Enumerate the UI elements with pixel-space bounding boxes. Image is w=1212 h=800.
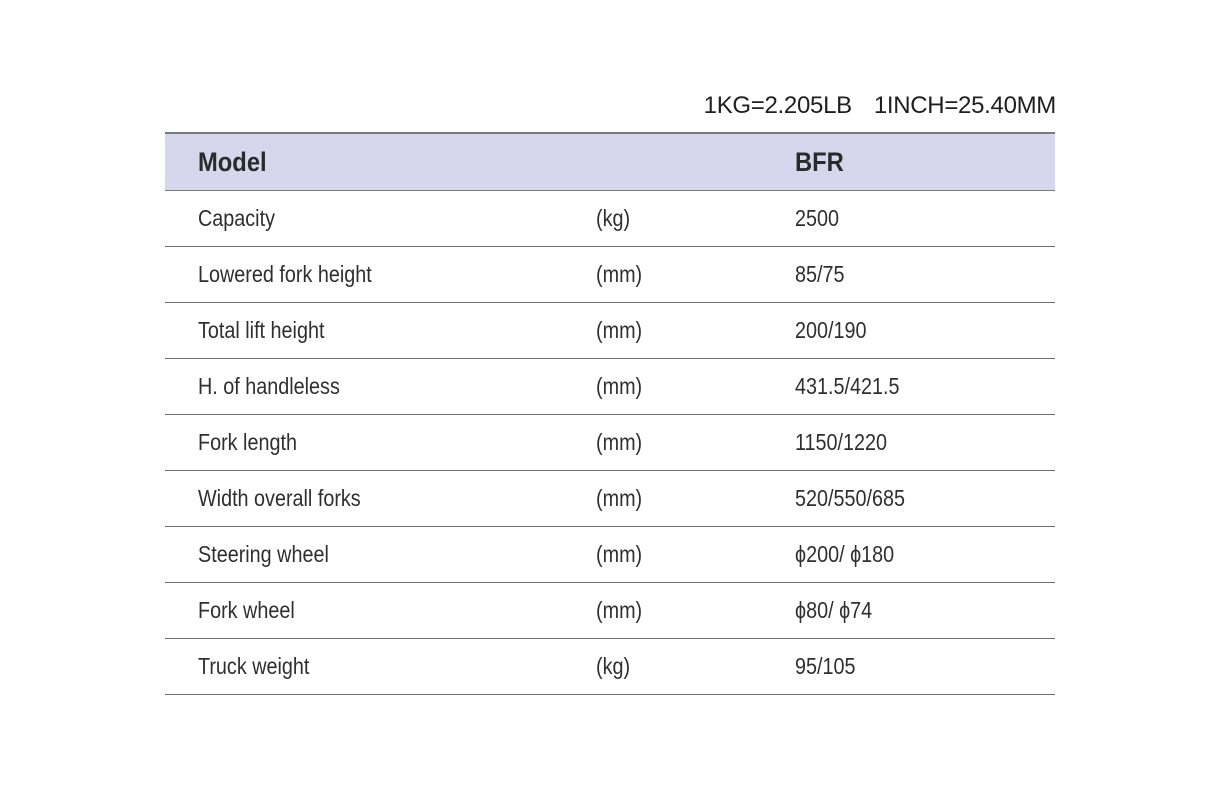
table-header-row (165, 133, 1055, 191)
table-row (165, 471, 1055, 527)
row-label: Truck weight (165, 639, 596, 695)
row-unit: (mm) (596, 359, 795, 415)
row-unit: (mm) (596, 247, 795, 303)
model-header-label: Model (165, 133, 596, 191)
row-label: Steering wheel (165, 527, 596, 583)
table-row (165, 415, 1055, 471)
unit-header-cell (596, 133, 795, 191)
table-row (165, 527, 1055, 583)
row-unit: (mm) (596, 415, 795, 471)
row-value: 200/190 (795, 303, 1055, 359)
model-header-value: BFR (795, 133, 1055, 191)
table-row (165, 247, 1055, 303)
row-label: Capacity (165, 191, 596, 247)
table-row (165, 191, 1055, 247)
kg-lb-conversion: 1KG=2.205LB (703, 92, 852, 119)
row-label: H. of handleless (165, 359, 596, 415)
specification-table (165, 132, 1055, 695)
row-value: 1150/1220 (795, 415, 1055, 471)
row-value: 431.5/421.5 (795, 359, 1055, 415)
row-unit: (kg) (596, 191, 795, 247)
row-unit: (mm) (596, 527, 795, 583)
row-unit: (mm) (596, 303, 795, 359)
row-unit: (mm) (596, 583, 795, 639)
unit-conversion-note (600, 92, 1056, 120)
table-row (165, 583, 1055, 639)
row-value: 520/550/685 (795, 471, 1055, 527)
row-label: Lowered fork height (165, 247, 596, 303)
row-label: Width overall forks (165, 471, 596, 527)
row-label: Fork wheel (165, 583, 596, 639)
row-value: 95/105 (795, 639, 1055, 695)
row-label: Fork length (165, 415, 596, 471)
row-unit: (mm) (596, 471, 795, 527)
row-value: 2500 (795, 191, 1055, 247)
row-value: 85/75 (795, 247, 1055, 303)
row-value: ϕ200/ ϕ180 (795, 527, 1055, 583)
table-row (165, 359, 1055, 415)
table-row (165, 639, 1055, 695)
inch-mm-conversion: 1INCH=25.40MM (873, 92, 1056, 119)
row-unit: (kg) (596, 639, 795, 695)
table-row (165, 303, 1055, 359)
row-label: Total lift height (165, 303, 596, 359)
row-value: ϕ80/ ϕ74 (795, 583, 1055, 639)
